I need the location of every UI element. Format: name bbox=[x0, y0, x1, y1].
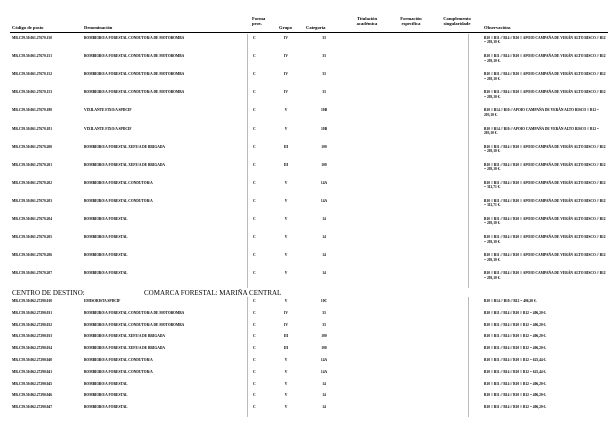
row-observaciones: B10 // B11 // B14 // B10 // APOIO CAMPAÑA DE VERÁN ALTO RISCO // B12 = 312,71 €. bbox=[484, 180, 606, 190]
row-categoria: 14 bbox=[322, 217, 326, 221]
row-code: MR.C59.50.062.27290.034 bbox=[12, 346, 53, 351]
row-denominacion: BOMBEIRO/A FORESTAL CONDUTOR/A DE MOTOBOMBA bbox=[84, 72, 185, 77]
row-denominacion: BOMBEIRO/A FORESTAL bbox=[84, 235, 128, 240]
row-denominacion: BOMBEIRO/A FORESTAL CONDUTOR/A DE MOTOBOMBA bbox=[84, 322, 185, 327]
row-observaciones: B10 // B11 // B14 // B10 // B12 = 406,20 €. bbox=[484, 322, 547, 327]
row-code: MR.C59.50.061.27670.201 bbox=[12, 162, 53, 167]
row-categoria: 100 bbox=[321, 162, 327, 167]
table-row bbox=[0, 269, 615, 281]
row-observaciones: B10 // B11 // B14 // B10 // APOIO CAMPAÑA DE VERÁN ALTO RISCO // B12 = 203,10 €. bbox=[484, 54, 606, 63]
row-categoria: 14 bbox=[322, 381, 326, 386]
table-row bbox=[0, 34, 615, 46]
table-row bbox=[0, 391, 615, 403]
row-categoria: 14 bbox=[322, 271, 326, 276]
row-categoria: 33 bbox=[322, 72, 326, 77]
row-categoria: 14 bbox=[322, 393, 326, 398]
row-code: MR.C59.50.061.27670.207 bbox=[12, 271, 53, 276]
row-observaciones: B10 // B11 // B14 // B10 // B12 = 625,44 €. bbox=[484, 358, 547, 362]
table-row bbox=[0, 321, 615, 333]
row-observaciones: B10 // B11 // B14 // B10 // APOIO CAMPAÑA DE VERÁN ALTO RISCO // B12 = 203,10 €. bbox=[484, 144, 606, 153]
row-forma: C bbox=[253, 162, 256, 167]
table-row bbox=[0, 52, 615, 64]
row-code: MR.C59.50.062.27290.045 bbox=[12, 381, 53, 386]
row-forma: C bbox=[253, 217, 256, 221]
row-forma: C bbox=[253, 198, 256, 203]
row-denominacion: BOMBEIRO/A FORESTAL CONDUTOR/A DE MOTOBOMBA bbox=[84, 36, 185, 40]
row-observaciones: B10 // B11 // B14 // B10 // APOIO CAMPAÑA DE VERÁN ALTO RISCO // B12 = 312,71 €. bbox=[484, 198, 606, 208]
row-forma: C bbox=[253, 358, 256, 362]
row-categoria: 33 bbox=[322, 90, 326, 95]
row-observaciones: B10 // B11 // B14 // B10 // APOIO CAMPAÑA DE VERÁN ALTO RISCO // B12 = 203,10 €. bbox=[484, 90, 606, 99]
row-forma: C bbox=[253, 126, 256, 131]
row-denominacion: BOMBEIRO/A FORESTAL XEFE/A DE BRIGADA bbox=[84, 334, 166, 339]
row-grupo: V bbox=[284, 358, 288, 362]
row-forma: C bbox=[253, 393, 256, 398]
row-code: MR.C59.50.061.27670.180 bbox=[12, 108, 53, 113]
row-categoria: 10B bbox=[321, 126, 327, 131]
row-categoria: 14A bbox=[320, 369, 328, 374]
row-grupo: V bbox=[284, 253, 288, 258]
row-denominacion: BOMBEIRO/A FORESTAL CONDUTOR/A bbox=[84, 358, 153, 362]
row-observaciones: B10 // B11 // B14 // B10 // B12 = 406,20 €. bbox=[484, 393, 547, 398]
row-code: MR.C59.50.061.27670.200 bbox=[12, 144, 53, 149]
row-grupo: IV bbox=[284, 36, 288, 40]
row-observaciones: B10 // B11 // B14 // B10 // B12 = 406,20 €. bbox=[484, 310, 547, 315]
table-row bbox=[0, 403, 615, 415]
row-observaciones: B10 // B11 // B14 // B10 // APOIO CAMPAÑA DE VERÁN ALTO RISCO // B12 = 203,10 €. bbox=[484, 36, 606, 45]
row-grupo: V bbox=[284, 108, 288, 113]
row-categoria: 33 bbox=[322, 322, 326, 327]
header-rule bbox=[10, 32, 608, 33]
row-categoria: 33 bbox=[322, 54, 326, 59]
table-row bbox=[0, 297, 615, 309]
row-forma: C bbox=[253, 271, 256, 276]
row-denominacion: BOMBEIRO/A FORESTAL CONDUTOR/A DE MOTOBOMBA bbox=[84, 310, 185, 315]
row-code: MR.C59.50.062.27290.031 bbox=[12, 310, 53, 315]
row-grupo: V bbox=[284, 271, 288, 276]
row-categoria: 33 bbox=[322, 36, 326, 40]
row-grupo: V bbox=[284, 369, 288, 374]
row-forma: C bbox=[253, 180, 256, 185]
row-grupo: V bbox=[284, 198, 288, 203]
row-denominacion: BOMBEIRO/A FORESTAL XEFE/A DE BRIGADA bbox=[84, 346, 166, 351]
row-observaciones: B10 // B11 // B14 // B10 // APOIO CAMPAÑA DE VERÁN ALTO RISCO // B12 = 203,10 €. bbox=[484, 235, 606, 244]
header-forma: Forma prov. bbox=[252, 16, 266, 26]
row-observaciones: B10 // B11 // B14 // B10 // B12 = 625,44 €. bbox=[484, 369, 547, 374]
header-codigo: Código de posto bbox=[12, 25, 44, 30]
table-row bbox=[0, 143, 615, 155]
row-observaciones: B10 // B11 // B14 // B10 // APOIO CAMPAÑA DE VERÁN ALTO RISCO // B12 = 203,10 €. bbox=[484, 271, 606, 280]
row-forma: C bbox=[253, 72, 256, 77]
table-row bbox=[0, 161, 615, 173]
row-denominacion: BOMBEIRO/A FORESTAL CONDUTOR/A DE MOTOBOMBA bbox=[84, 54, 185, 59]
row-code: MR.C59.50.061.27670.152 bbox=[12, 72, 53, 77]
row-grupo: III bbox=[283, 346, 289, 351]
row-denominacion: BOMBEIRO/A FORESTAL CONDUTOR/A bbox=[84, 180, 153, 185]
header-grupo: Grupo bbox=[279, 25, 293, 30]
row-grupo: V bbox=[284, 405, 288, 410]
row-categoria: 100 bbox=[321, 334, 327, 339]
row-denominacion: BOMBEIRO/A FORESTAL CONDUTOR/A bbox=[84, 369, 153, 374]
row-code: MR.C59.50.061.27670.150 bbox=[12, 36, 53, 40]
table-row bbox=[0, 368, 615, 380]
row-forma: C bbox=[253, 36, 256, 40]
row-code: MR.C59.50.062.27290.032 bbox=[12, 322, 53, 327]
row-forma: C bbox=[253, 54, 256, 59]
row-grupo: V bbox=[284, 217, 288, 221]
row-grupo: IV bbox=[284, 310, 288, 315]
row-forma: C bbox=[253, 369, 256, 374]
row-forma: C bbox=[253, 381, 256, 386]
row-denominacion: BOMBEIRO/A FORESTAL bbox=[84, 381, 128, 386]
row-observaciones: B10 // B11 // B14 // B10 // APOIO CAMPAÑA DE VERÁN ALTO RISCO // B12 = 203,10 €. bbox=[484, 217, 606, 226]
row-code: MR.C59.50.062.27290.010 bbox=[12, 299, 53, 303]
row-forma: C bbox=[253, 235, 256, 240]
row-grupo: IV bbox=[284, 322, 288, 327]
row-denominacion: BOMBEIRO/A FORESTAL bbox=[84, 393, 128, 398]
row-observaciones: B10 // B14 // B10 // APOIO CAMPAÑA DE VERÁN ALTO RISCO // B12 = 203,10 €. bbox=[484, 126, 599, 135]
table-row bbox=[0, 380, 615, 392]
table-row bbox=[0, 70, 615, 82]
row-code: MR.C59.50.062.27290.033 bbox=[12, 334, 53, 339]
row-denominacion: EMISORISTA SPDCIF bbox=[84, 299, 121, 303]
row-forma: C bbox=[253, 310, 256, 315]
header-complemento: Complemento singularidade bbox=[443, 16, 471, 26]
row-categoria: 14A bbox=[320, 180, 328, 185]
row-categoria: 14 bbox=[322, 235, 326, 240]
row-forma: C bbox=[253, 253, 256, 258]
row-grupo: V bbox=[284, 235, 288, 240]
row-observaciones: B10 // B11 // B14 // B10 // B12 = 406,20 €. bbox=[484, 381, 547, 386]
table-row bbox=[0, 344, 615, 356]
table-row bbox=[0, 125, 615, 137]
row-grupo: IV bbox=[284, 90, 288, 95]
row-categoria: 10C bbox=[320, 299, 328, 303]
row-forma: C bbox=[253, 90, 256, 95]
column-separator bbox=[468, 297, 469, 417]
row-forma: C bbox=[253, 346, 256, 351]
row-code: MR.C59.50.062.27290.047 bbox=[12, 405, 53, 410]
centro-destino-label: CENTRO DE DESTINO: bbox=[12, 289, 85, 297]
row-code: MR.C59.50.061.27670.205 bbox=[12, 235, 53, 240]
row-grupo: V bbox=[284, 126, 288, 131]
row-denominacion: BOMBEIRO/A FORESTAL bbox=[84, 271, 128, 276]
column-separator bbox=[468, 34, 469, 288]
row-denominacion: BOMBEIRO/A FORESTAL bbox=[84, 217, 128, 221]
row-grupo: III bbox=[283, 334, 289, 339]
row-categoria: 14A bbox=[320, 358, 328, 362]
row-denominacion: BOMBEIRO/A FORESTAL bbox=[84, 405, 128, 410]
row-code: MR.C59.50.061.27670.204 bbox=[12, 217, 53, 221]
table-row bbox=[0, 179, 615, 191]
row-observaciones: B10 // B11 // B14 // B10 // APOIO CAMPAÑA DE VERÁN ALTO RISCO // B12 = 203,10 €. bbox=[484, 162, 606, 172]
row-denominacion: BOMBEIRO/A FORESTAL XEFE/A DE BRIGADA bbox=[84, 162, 166, 167]
row-denominacion: VIXILANTE FIXO/A SPDCIF bbox=[84, 108, 132, 113]
row-grupo: V bbox=[284, 381, 288, 386]
row-grupo: III bbox=[283, 162, 289, 167]
centro-destino-value: COMARCA FORESTAL: MARIÑA CENTRAL bbox=[144, 289, 282, 297]
row-categoria: 14 bbox=[322, 253, 326, 258]
row-code: MR.C59.50.062.27290.040 bbox=[12, 358, 53, 362]
row-code: MR.C59.50.061.27670.206 bbox=[12, 253, 53, 258]
table-row bbox=[0, 197, 615, 209]
row-observaciones: B10 // B11 // B14 // B10 // APOIO CAMPAÑA DE VERÁN ALTO RISCO // B12 = 203,10 €. bbox=[484, 253, 606, 262]
row-categoria: 100 bbox=[321, 144, 327, 149]
row-denominacion: BOMBEIRO/A FORESTAL XEFE/A DE BRIGADA bbox=[84, 144, 166, 149]
header-formacion: Formación específica bbox=[400, 16, 422, 26]
row-code: MR.C59.50.061.27670.202 bbox=[12, 180, 53, 185]
row-grupo: III bbox=[283, 144, 289, 149]
row-observaciones: B10 // B11 // B14 // B10 // B12 = 406,20 €. bbox=[484, 346, 547, 351]
row-categoria: 14A bbox=[320, 198, 328, 203]
table-row bbox=[0, 309, 615, 321]
row-denominacion: BOMBEIRO/A FORESTAL CONDUTOR/A DE MOTOBOMBA bbox=[84, 90, 185, 95]
table-header bbox=[0, 14, 615, 32]
row-code: MR.C59.50.061.27670.153 bbox=[12, 90, 53, 95]
row-code: MR.C59.50.062.27290.046 bbox=[12, 393, 53, 398]
header-denominacion: Denominación bbox=[84, 25, 113, 30]
row-forma: C bbox=[253, 299, 256, 303]
row-denominacion: VIXILANTE FIXO/A SPDCIF bbox=[84, 126, 132, 131]
header-titulacion: Titulación académica bbox=[356, 16, 378, 26]
table-row bbox=[0, 88, 615, 100]
row-observaciones: B10 // B14 // B10 // APOIO CAMPAÑA DE VERÁN ALTO RISCO // B12 = 203,10 €. bbox=[484, 108, 599, 117]
table-row bbox=[0, 233, 615, 245]
table-row bbox=[0, 251, 615, 263]
row-forma: C bbox=[253, 144, 256, 149]
row-code: MR.C59.50.061.27670.181 bbox=[12, 126, 53, 131]
row-categoria: 10B bbox=[321, 108, 327, 113]
row-observaciones: B10 // B11 // B14 // B10 // B12 = 406,20 €. bbox=[484, 405, 547, 410]
header-categoria: Categoría bbox=[306, 25, 326, 30]
table-row bbox=[0, 332, 615, 344]
row-forma: C bbox=[253, 108, 256, 113]
row-categoria: 14 bbox=[322, 405, 326, 410]
column-separator bbox=[247, 34, 248, 288]
row-observaciones: B10 // B11 // B14 // B10 // APOIO CAMPAÑA DE VERÁN ALTO RISCO // B12 = 203,10 €. bbox=[484, 72, 606, 81]
row-categoria: 33 bbox=[322, 310, 326, 315]
column-separator bbox=[247, 297, 248, 417]
row-observaciones: B10 // B11 // B14 // B10 // B12 = 406,20 €. bbox=[484, 334, 547, 339]
table-row bbox=[0, 356, 615, 368]
table-row bbox=[0, 106, 615, 118]
row-denominacion: BOMBEIRO/A FORESTAL bbox=[84, 253, 128, 258]
row-forma: C bbox=[253, 405, 256, 410]
row-code: MR.C59.50.061.27670.203 bbox=[12, 198, 53, 203]
row-grupo: IV bbox=[284, 54, 288, 59]
row-grupo: V bbox=[284, 299, 288, 303]
table-row bbox=[0, 215, 615, 227]
row-forma: C bbox=[253, 334, 256, 339]
header-observaciones: Observacións bbox=[484, 25, 511, 30]
row-code: MR.C59.50.062.27290.041 bbox=[12, 369, 53, 374]
row-categoria: 100 bbox=[321, 346, 327, 351]
row-forma: C bbox=[253, 322, 256, 327]
row-observaciones: B10 // B14 // B10 // B12 = 406,20 €. bbox=[484, 299, 537, 303]
row-denominacion: BOMBEIRO/A FORESTAL CONDUTOR/A bbox=[84, 198, 153, 203]
row-grupo: V bbox=[284, 393, 288, 398]
row-grupo: IV bbox=[284, 72, 288, 77]
row-code: MR.C59.50.061.27670.151 bbox=[12, 54, 53, 59]
row-grupo: V bbox=[284, 180, 288, 185]
